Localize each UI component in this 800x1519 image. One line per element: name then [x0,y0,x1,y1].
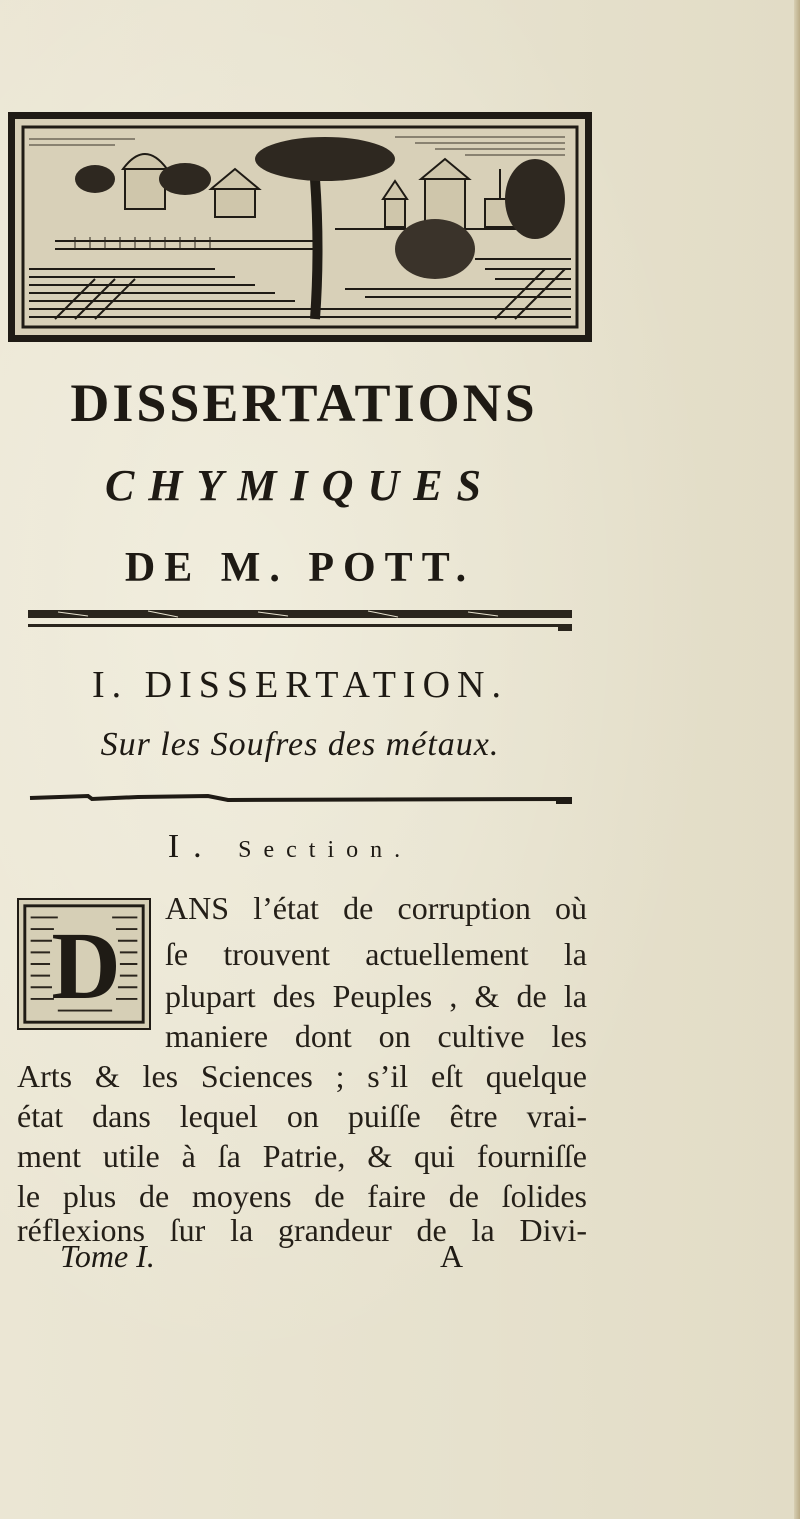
body-line-4: maniere dont on cultive les [165,1018,587,1054]
dissertation-heading: I. DISSERTATION. [92,664,508,706]
volume-label: Tome I. [60,1238,155,1274]
ornamental-rule [28,608,572,638]
title-dissertations: DISSERTATIONS [70,373,538,433]
body-line-8: le plus de moyens de faire de ſolides [17,1178,587,1214]
section-number: I. [167,828,216,865]
landscape-illustration [15,119,585,335]
body-line-1: ANS l’état de corruption où [165,890,587,926]
section-rule [28,790,572,814]
dropcap-letter: D [51,912,121,1019]
title-chymiques: CHYMIQUES [104,461,496,510]
body-line-6: état dans lequel on puiſſe être vrai- [17,1098,587,1134]
page-edge [794,0,800,1519]
body-line-9: réflexions ſur la grandeur de la Divi- [17,1212,587,1248]
dissertation-subtitle: Sur les Soufres des métaux. [100,726,500,763]
signature-mark: A [440,1238,464,1274]
title-author: DE M. POTT. [124,545,476,591]
woodcut-headpiece [8,112,592,342]
section-label: Section. [238,837,413,863]
section-heading [40,828,540,866]
dropcap-initial [17,898,151,1030]
body-line-7: ment utile à ſa Patrie, & qui fourniſſe [17,1138,587,1174]
body-line-5: Arts & les Sciences ; s’il eſt quelque [17,1058,587,1094]
body-line-2: ſe trouvent actuellement la [165,936,587,972]
body-line-3: plupart des Peuples , & de la [165,978,587,1014]
